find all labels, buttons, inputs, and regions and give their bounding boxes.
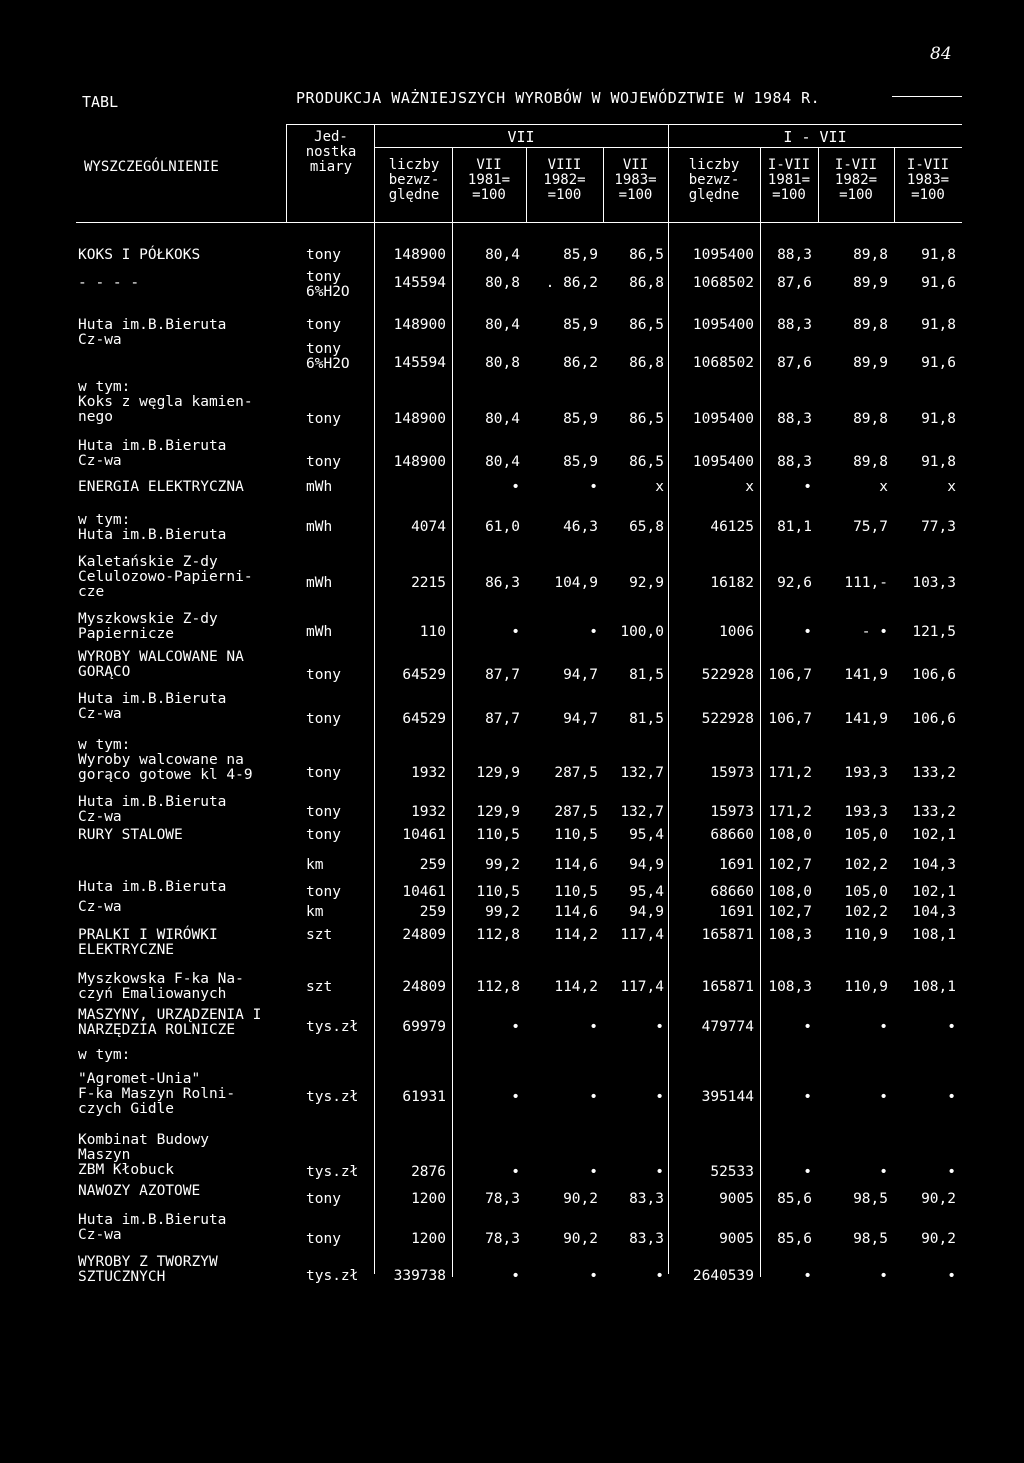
header-col: VII 1983= =100: [614, 157, 657, 203]
table-title: PRODUKCJA WAŻNIEJSZYCH WYROBÓW W WOJEWÓDZTWIE W 1984 R.: [296, 89, 821, 107]
cell-value: •: [589, 479, 598, 495]
cell-value: 106,7: [768, 667, 812, 683]
cell-value: 94,7: [563, 667, 598, 683]
cell-value: 108,0: [768, 827, 812, 843]
cell-value: 103,3: [912, 575, 956, 591]
cell-value: 108,1: [912, 979, 956, 995]
cell-value: 9005: [719, 1231, 754, 1247]
cell-value: 89,8: [853, 317, 888, 333]
cell-value: 2876: [411, 1164, 446, 1180]
row-label: Huta im.B.Bieruta Cz-wa: [78, 438, 227, 469]
cell-value: 114,2: [554, 927, 598, 943]
cell-value: •: [655, 1164, 664, 1180]
cell-value: 105,0: [844, 827, 888, 843]
cell-value: 86,5: [629, 411, 664, 427]
cell-value: 4074: [411, 519, 446, 535]
cell-value: 90,2: [563, 1231, 598, 1247]
cell-value: 95,4: [629, 827, 664, 843]
cell-value: 165871: [701, 927, 754, 943]
cell-value: 86,3: [485, 575, 520, 591]
cell-value: 108,3: [768, 927, 812, 943]
cell-value: 287,5: [554, 804, 598, 820]
cell-value: 92,9: [629, 575, 664, 591]
header-col: liczby bezwz- ględne: [388, 157, 440, 203]
cell-value: •: [511, 1019, 520, 1035]
cell-value: •: [511, 1268, 520, 1284]
cell-value: 91,6: [921, 275, 956, 291]
row-label: Huta im.B.Bieruta Cz-wa: [78, 317, 227, 348]
cell-value: 114,2: [554, 979, 598, 995]
cell-value: 85,9: [563, 247, 598, 263]
cell-value: 81,5: [629, 667, 664, 683]
cell-value: 61,0: [485, 519, 520, 535]
header-col: liczby bezwz- ględne: [688, 157, 740, 203]
row-unit: mWh: [306, 479, 333, 495]
row-label: WYROBY WALCOWANE NA GORĄCO: [78, 649, 244, 680]
cell-value: 89,8: [853, 247, 888, 263]
row-unit: tony: [306, 711, 341, 727]
cell-value: 1932: [411, 804, 446, 820]
cell-value: 80,4: [485, 454, 520, 470]
cell-value: •: [511, 624, 520, 640]
row-label: NAWOZY AZOTOWE: [78, 1183, 201, 1199]
row-label: w tym:: [78, 1047, 131, 1063]
cell-value: 102,7: [768, 857, 812, 873]
cell-value: 112,8: [476, 927, 520, 943]
row-unit: tys.zł: [306, 1019, 359, 1035]
cell-value: •: [655, 1019, 664, 1035]
cell-value: •: [589, 1089, 598, 1105]
cell-value: •: [511, 1164, 520, 1180]
cell-value: 2640539: [692, 1268, 754, 1284]
cell-value: •: [511, 1089, 520, 1105]
cell-value: 99,2: [485, 904, 520, 920]
cell-value: •: [947, 1089, 956, 1105]
cell-value: 100,0: [620, 624, 664, 640]
cell-value: 141,9: [844, 667, 888, 683]
cell-value: 81,5: [629, 711, 664, 727]
cell-value: •: [655, 1268, 664, 1284]
cell-value: 65,8: [629, 519, 664, 535]
cell-value: •: [655, 1089, 664, 1105]
cell-value: 1068502: [692, 275, 754, 291]
cell-value: x: [655, 479, 664, 495]
header-group-vii: VII: [507, 128, 535, 146]
row-unit: km: [306, 904, 324, 920]
cell-value: 85,6: [777, 1191, 812, 1207]
cell-value: . 86,2: [545, 275, 598, 291]
cell-value: 1068502: [692, 355, 754, 371]
cell-value: •: [803, 479, 812, 495]
row-label: ENERGIA ELEKTRYCZNA: [78, 479, 244, 495]
cell-value: 91,8: [921, 454, 956, 470]
cell-value: 1095400: [692, 411, 754, 427]
cell-value: 90,2: [921, 1191, 956, 1207]
row-label: MASZYNY, URZĄDZENIA I NARZĘDZIA ROLNICZE: [78, 1007, 262, 1038]
cell-value: 88,3: [777, 411, 812, 427]
cell-value: 193,3: [844, 804, 888, 820]
cell-value: 141,9: [844, 711, 888, 727]
row-label: - - - -: [78, 275, 140, 291]
cell-value: 77,3: [921, 519, 956, 535]
row-unit: tys.zł: [306, 1089, 359, 1105]
cell-value: 15973: [710, 804, 754, 820]
cell-value: 121,5: [912, 624, 956, 640]
row-unit: tys.zł: [306, 1268, 359, 1284]
row-label: RURY STALOWE: [78, 827, 183, 843]
cell-value: •: [879, 1268, 888, 1284]
cell-value: 46,3: [563, 519, 598, 535]
cell-value: 85,9: [563, 411, 598, 427]
cell-value: 83,3: [629, 1231, 664, 1247]
cell-value: 89,9: [853, 275, 888, 291]
row-unit: km: [306, 857, 324, 873]
row-label: Kaletańskie Z-dy Celulozowo-Papierni- cze: [78, 554, 253, 600]
cell-value: 145594: [393, 275, 446, 291]
cell-value: 80,8: [485, 275, 520, 291]
cell-value: 88,3: [777, 454, 812, 470]
cell-value: 2215: [411, 575, 446, 591]
cell-value: 80,8: [485, 355, 520, 371]
cell-value: 91,8: [921, 247, 956, 263]
cell-value: 110,9: [844, 979, 888, 995]
cell-value: 80,4: [485, 317, 520, 333]
cell-value: 46125: [710, 519, 754, 535]
cell-value: 1691: [719, 857, 754, 873]
table-label: TABL: [82, 93, 119, 111]
cell-value: 287,5: [554, 765, 598, 781]
cell-value: 52533: [710, 1164, 754, 1180]
cell-value: 95,4: [629, 884, 664, 900]
cell-value: 110,5: [554, 827, 598, 843]
cell-value: 94,7: [563, 711, 598, 727]
header-col: I-VII 1981= =100: [767, 157, 811, 203]
row-label: KOKS I PÓŁKOKS: [78, 247, 201, 263]
cell-value: 15973: [710, 765, 754, 781]
header-col: I-VII 1982= =100: [834, 157, 878, 203]
cell-value: 68660: [710, 884, 754, 900]
cell-value: 91,8: [921, 317, 956, 333]
cell-value: 1095400: [692, 317, 754, 333]
cell-value: •: [589, 1268, 598, 1284]
cell-value: 94,9: [629, 857, 664, 873]
cell-value: 1095400: [692, 247, 754, 263]
row-unit: szt: [306, 979, 333, 995]
cell-value: 148900: [393, 317, 446, 333]
header-col: VII 1981= =100: [467, 157, 511, 203]
row-unit: tony: [306, 247, 341, 263]
cell-value: 61931: [402, 1089, 446, 1105]
cell-value: 86,2: [563, 355, 598, 371]
cell-value: 69979: [402, 1019, 446, 1035]
cell-value: 78,3: [485, 1231, 520, 1247]
cell-value: •: [803, 1089, 812, 1105]
row-label: w tym: Koks z węgla kamien- nego: [78, 379, 253, 425]
cell-value: 105,0: [844, 884, 888, 900]
row-unit: mWh: [306, 575, 333, 591]
cell-value: 108,1: [912, 927, 956, 943]
cell-value: 10461: [402, 827, 446, 843]
cell-value: •: [879, 1019, 888, 1035]
cell-value: 102,7: [768, 904, 812, 920]
cell-value: •: [803, 1019, 812, 1035]
cell-value: 1691: [719, 904, 754, 920]
cell-value: 90,2: [563, 1191, 598, 1207]
row-label: Cz-wa: [78, 899, 122, 915]
row-unit: tony: [306, 411, 341, 427]
cell-value: 86,8: [629, 275, 664, 291]
cell-value: 87,7: [485, 667, 520, 683]
cell-value: x: [947, 479, 956, 495]
cell-value: 117,4: [620, 927, 664, 943]
cell-value: 90,2: [921, 1231, 956, 1247]
cell-value: •: [589, 1019, 598, 1035]
row-unit: tony: [306, 884, 341, 900]
cell-value: •: [879, 1164, 888, 1180]
row-unit: tony: [306, 765, 341, 781]
cell-value: 88,3: [777, 247, 812, 263]
cell-value: 80,4: [485, 247, 520, 263]
row-unit: tony: [306, 804, 341, 820]
cell-value: 102,1: [912, 884, 956, 900]
cell-value: •: [589, 1164, 598, 1180]
cell-value: 64529: [402, 711, 446, 727]
cell-value: 148900: [393, 247, 446, 263]
cell-value: 98,5: [853, 1231, 888, 1247]
cell-value: 98,5: [853, 1191, 888, 1207]
cell-value: 1095400: [692, 454, 754, 470]
cell-value: 117,4: [620, 979, 664, 995]
cell-value: •: [511, 479, 520, 495]
cell-value: 108,0: [768, 884, 812, 900]
row-unit: tony 6%H2O: [306, 341, 350, 372]
cell-value: 522928: [701, 667, 754, 683]
cell-value: 75,7: [853, 519, 888, 535]
cell-value: 92,6: [777, 575, 812, 591]
cell-value: 108,3: [768, 979, 812, 995]
cell-value: 522928: [701, 711, 754, 727]
cell-value: 395144: [701, 1089, 754, 1105]
cell-value: 24809: [402, 927, 446, 943]
row-label: w tym: Huta im.B.Bieruta: [78, 512, 227, 543]
cell-value: 102,1: [912, 827, 956, 843]
cell-value: 64529: [402, 667, 446, 683]
cell-value: 110: [419, 624, 446, 640]
cell-value: 1932: [411, 765, 446, 781]
cell-value: 106,6: [912, 711, 956, 727]
cell-value: •: [803, 1268, 812, 1284]
cell-value: 106,7: [768, 711, 812, 727]
row-unit: tony 6%H2O: [306, 269, 350, 300]
header-group-i-vii: I - VII: [783, 128, 847, 146]
cell-value: 1200: [411, 1231, 446, 1247]
cell-value: 148900: [393, 454, 446, 470]
cell-value: 10461: [402, 884, 446, 900]
cell-value: 479774: [701, 1019, 754, 1035]
cell-value: 102,2: [844, 904, 888, 920]
cell-value: 112,8: [476, 979, 520, 995]
cell-value: 68660: [710, 827, 754, 843]
cell-value: 133,2: [912, 804, 956, 820]
cell-value: 94,9: [629, 904, 664, 920]
cell-value: 110,9: [844, 927, 888, 943]
cell-value: 132,7: [620, 765, 664, 781]
cell-value: 165871: [701, 979, 754, 995]
cell-value: 104,3: [912, 904, 956, 920]
cell-value: 16182: [710, 575, 754, 591]
cell-value: 148900: [393, 411, 446, 427]
row-label: PRALKI I WIRÓWKI ELEKTRYCZNE: [78, 927, 218, 958]
cell-value: 88,3: [777, 317, 812, 333]
header-col: VIII 1982= =100: [543, 157, 586, 203]
cell-value: 104,9: [554, 575, 598, 591]
cell-value: 114,6: [554, 857, 598, 873]
cell-value: 339738: [393, 1268, 446, 1284]
cell-value: 87,6: [777, 355, 812, 371]
cell-value: 110,5: [554, 884, 598, 900]
cell-value: 114,6: [554, 904, 598, 920]
cell-value: x: [745, 479, 754, 495]
cell-value: 9005: [719, 1191, 754, 1207]
row-unit: tys.zł: [306, 1164, 359, 1180]
row-label: "Agromet-Unia" F-ka Maszyn Rolni- czych Gidle: [78, 1071, 236, 1117]
cell-value: 133,2: [912, 765, 956, 781]
cell-value: •: [947, 1019, 956, 1035]
row-label: Kombinat Budowy Maszyn ZBM Kłobuck: [78, 1132, 209, 1178]
row-label: WYROBY Z TWORZYW SZTUCZNYCH: [78, 1254, 218, 1285]
row-unit: mWh: [306, 624, 333, 640]
cell-value: 85,9: [563, 317, 598, 333]
row-unit: mWh: [306, 519, 333, 535]
row-label: Huta im.B.Bieruta Cz-wa: [78, 691, 227, 722]
header-col: I-VII 1983= =100: [906, 157, 950, 203]
cell-value: 1006: [719, 624, 754, 640]
cell-value: •: [803, 624, 812, 640]
cell-value: 259: [419, 904, 446, 920]
cell-value: 78,3: [485, 1191, 520, 1207]
cell-value: 89,8: [853, 454, 888, 470]
cell-value: 85,6: [777, 1231, 812, 1247]
cell-value: 102,2: [844, 857, 888, 873]
page-number: 84: [930, 44, 952, 64]
cell-value: 132,7: [620, 804, 664, 820]
cell-value: 89,9: [853, 355, 888, 371]
row-unit: tony: [306, 667, 341, 683]
cell-value: •: [947, 1164, 956, 1180]
cell-value: 99,2: [485, 857, 520, 873]
row-unit: tony: [306, 827, 341, 843]
cell-value: 81,1: [777, 519, 812, 535]
cell-value: 86,5: [629, 247, 664, 263]
cell-value: 80,4: [485, 411, 520, 427]
cell-value: 86,8: [629, 355, 664, 371]
row-unit: tony: [306, 454, 341, 470]
header-unit: Jed- nostka miary: [305, 129, 357, 175]
cell-value: 259: [419, 857, 446, 873]
row-unit: szt: [306, 927, 333, 943]
cell-value: 85,9: [563, 454, 598, 470]
cell-value: 83,3: [629, 1191, 664, 1207]
cell-value: 193,3: [844, 765, 888, 781]
row-unit: tony: [306, 1191, 341, 1207]
row-label: Huta im.B.Bieruta: [78, 879, 227, 895]
cell-value: 87,7: [485, 711, 520, 727]
cell-value: 111,-: [844, 575, 888, 591]
cell-value: 171,2: [768, 765, 812, 781]
cell-value: 171,2: [768, 804, 812, 820]
cell-value: 110,5: [476, 884, 520, 900]
cell-value: 104,3: [912, 857, 956, 873]
cell-value: 89,8: [853, 411, 888, 427]
cell-value: 1200: [411, 1191, 446, 1207]
cell-value: 91,8: [921, 411, 956, 427]
row-label: w tym: Wyroby walcowane na gorąco gotowe kl 4-9: [78, 737, 253, 783]
cell-value: 87,6: [777, 275, 812, 291]
cell-value: •: [879, 1089, 888, 1105]
cell-value: 24809: [402, 979, 446, 995]
row-label: Myszkowska F-ka Na- czyń Emaliowanych: [78, 971, 244, 1002]
header-wyszczegolnienie: WYSZCZEGÓLNIENIE: [84, 159, 219, 175]
cell-value: 129,9: [476, 804, 520, 820]
cell-value: 86,5: [629, 454, 664, 470]
cell-value: 86,5: [629, 317, 664, 333]
cell-value: 91,6: [921, 355, 956, 371]
cell-value: 106,6: [912, 667, 956, 683]
cell-value: 129,9: [476, 765, 520, 781]
cell-value: 145594: [393, 355, 446, 371]
cell-value: •: [803, 1164, 812, 1180]
cell-value: - •: [861, 624, 888, 640]
row-label: Huta im.B.Bieruta Cz-wa: [78, 1212, 227, 1243]
row-label: Myszkowskie Z-dy Papiernicze: [78, 611, 218, 642]
cell-value: •: [947, 1268, 956, 1284]
cell-value: •: [589, 624, 598, 640]
cell-value: 110,5: [476, 827, 520, 843]
cell-value: x: [879, 479, 888, 495]
row-unit: tony: [306, 1231, 341, 1247]
row-label: Huta im.B.Bieruta Cz-wa: [78, 794, 227, 825]
row-unit: tony: [306, 317, 341, 333]
